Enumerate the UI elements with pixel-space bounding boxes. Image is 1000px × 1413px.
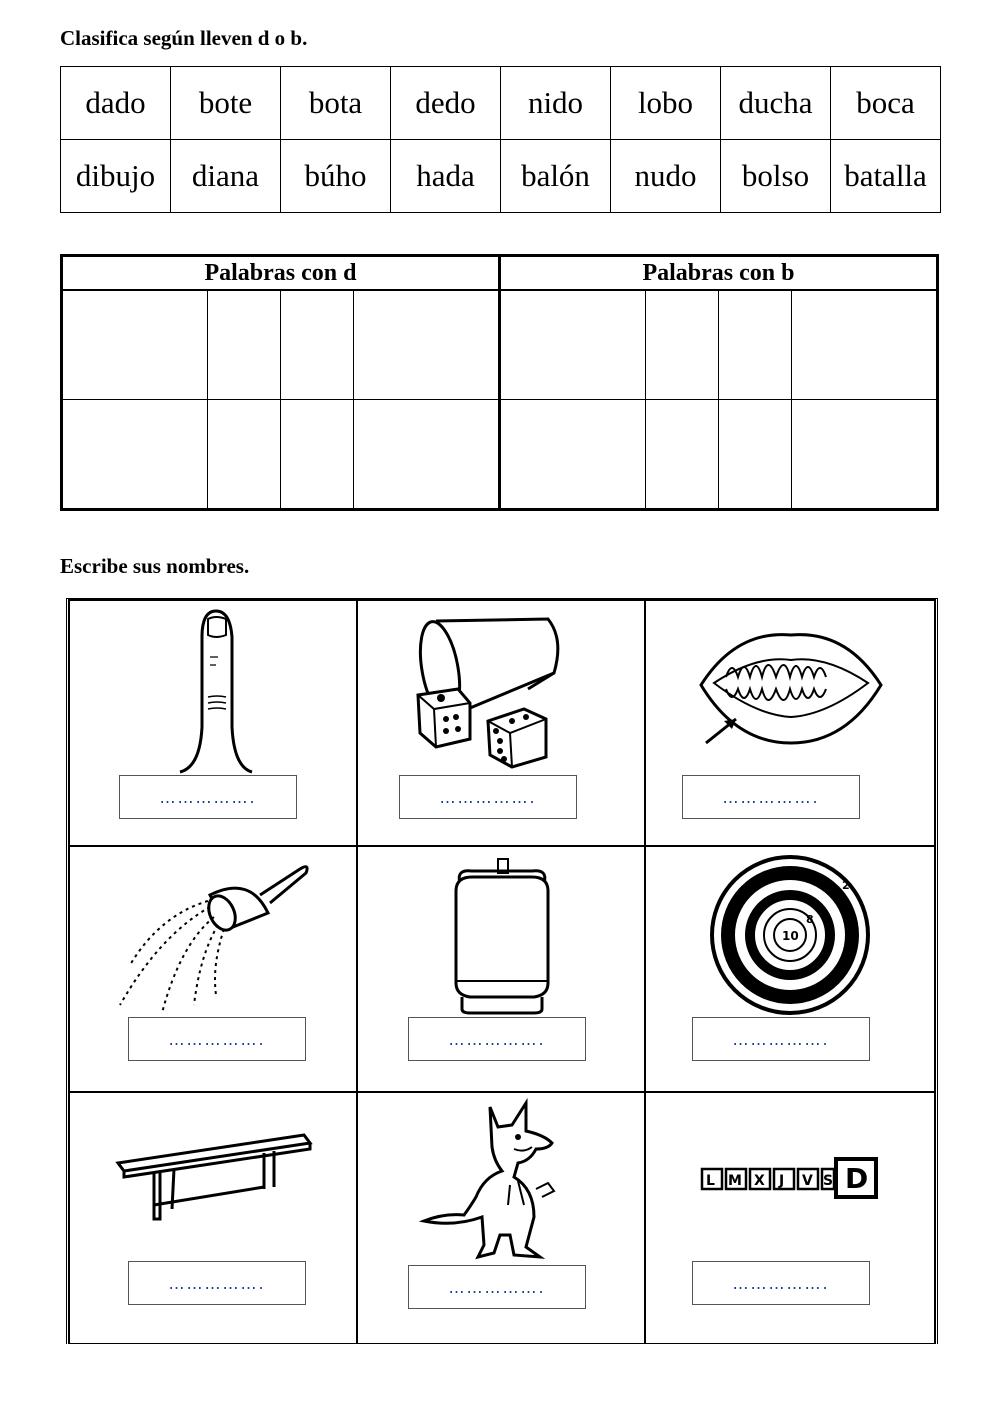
word-cell: boca (831, 67, 941, 140)
picture-cell (645, 600, 935, 846)
dice-cup-icon (408, 609, 598, 774)
weekday-label: V (802, 1173, 813, 1189)
weekday-label: X (754, 1173, 765, 1189)
b-answer-cell[interactable] (718, 290, 791, 400)
picture-cell (645, 1092, 935, 1344)
finger-icon (170, 607, 260, 777)
word-cell: ducha (721, 67, 831, 140)
answer-box[interactable]: ……………. (399, 775, 577, 819)
b-answer-cell[interactable] (499, 290, 645, 400)
bench-icon (114, 1129, 314, 1229)
picture-cell (645, 846, 935, 1092)
names-instruction: Escribe sus nombres. (60, 554, 250, 578)
answer-box[interactable]: ……………. (128, 1261, 306, 1305)
target-score-label: 2 (842, 879, 850, 892)
weekday-label: L (706, 1173, 715, 1189)
answer-box[interactable]: ……………. (682, 775, 860, 819)
word-cell: nido (501, 67, 611, 140)
target-score-label: 8 (806, 913, 814, 926)
b-answer-cell[interactable] (645, 290, 718, 400)
picture-cell (69, 846, 357, 1092)
word-cell: dibujo (61, 140, 171, 213)
word-cell: lobo (611, 67, 721, 140)
header-d-words: Palabras con d (62, 256, 500, 291)
d-answer-cell[interactable] (62, 400, 208, 510)
b-answer-cell[interactable] (499, 400, 645, 510)
word-cell: bote (171, 67, 281, 140)
word-cell: balón (501, 140, 611, 213)
answer-box[interactable]: ……………. (119, 775, 297, 819)
answer-box[interactable]: ……………. (128, 1017, 306, 1061)
d-answer-cell[interactable] (280, 290, 353, 400)
calendar-days-icon (698, 1157, 884, 1201)
b-answer-cell[interactable] (645, 400, 718, 510)
word-row (61, 140, 941, 213)
word-cell: bolso (721, 140, 831, 213)
target-icon (698, 853, 884, 1017)
b-answer-cell[interactable] (791, 400, 937, 510)
mouth-teeth-icon (696, 625, 886, 755)
word-cell: nudo (611, 140, 721, 213)
picture-cell (69, 600, 357, 846)
picture-cell (69, 1092, 357, 1344)
picture-cell (357, 1092, 645, 1344)
word-cell: búho (281, 140, 391, 213)
b-answer-cell[interactable] (718, 400, 791, 510)
word-cell: dado (61, 67, 171, 140)
gas-bottle-icon (442, 853, 562, 1018)
word-cell: batalla (831, 140, 941, 213)
word-cell: dedo (391, 67, 501, 140)
weekday-label: M (728, 1173, 742, 1189)
word-cell: hada (391, 140, 501, 213)
word-row (61, 67, 941, 140)
b-answer-cell[interactable] (791, 290, 937, 400)
classify-table (60, 254, 939, 511)
shower-icon (110, 855, 320, 1015)
picture-cell (357, 600, 645, 846)
d-answer-cell[interactable] (208, 290, 281, 400)
picture-grid (66, 598, 938, 1344)
target-score-label: 10 (782, 929, 799, 943)
weekday-label: J (779, 1173, 785, 1189)
d-answer-cell[interactable] (353, 400, 499, 510)
d-answer-cell[interactable] (280, 400, 353, 510)
target-score-label: 6 (814, 901, 822, 914)
answer-box[interactable]: ……………. (692, 1261, 870, 1305)
d-answer-cell[interactable] (353, 290, 499, 400)
word-cell: bota (281, 67, 391, 140)
answer-box[interactable]: ……………. (408, 1265, 586, 1309)
wolf-icon (414, 1097, 594, 1262)
classify-instruction: Clasifica según lleven d o b. (60, 26, 308, 50)
word-cell: diana (171, 140, 281, 213)
word-table (60, 66, 941, 213)
answer-box[interactable]: ……………. (408, 1017, 586, 1061)
answer-box[interactable]: ……………. (692, 1017, 870, 1061)
d-answer-cell[interactable] (208, 400, 281, 510)
weekday-label: D (845, 1162, 869, 1195)
weekday-label: S (823, 1173, 834, 1189)
header-b-words: Palabras con b (499, 256, 937, 291)
picture-cell (357, 846, 645, 1092)
d-answer-cell[interactable] (62, 290, 208, 400)
